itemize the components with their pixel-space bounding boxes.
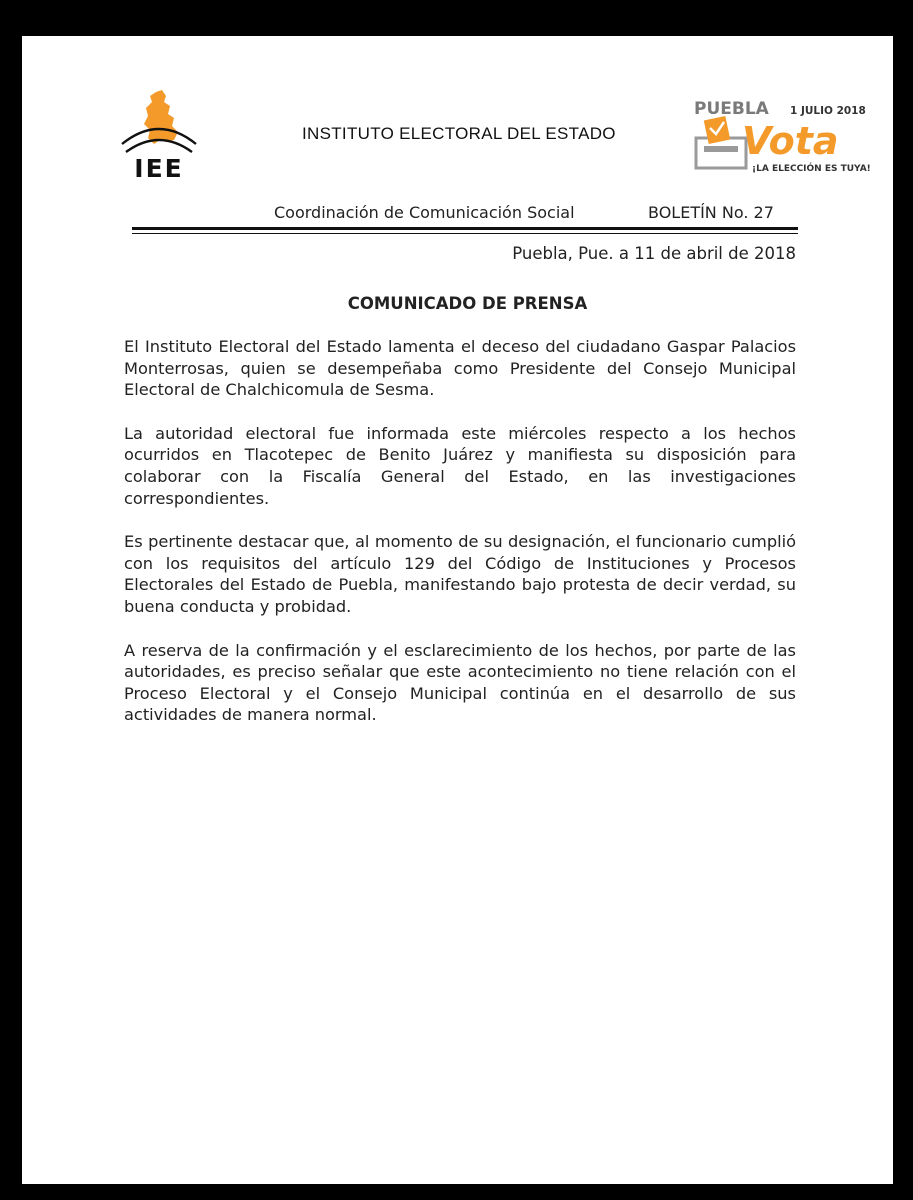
paragraph-1: El Instituto Electoral del Estado lamenta el deceso del ciudadano Gaspar Palacios Monterrosas, quien se desempeñaba como Presidente del Consejo Municipal Electoral de Chalchicomula de Sesma. bbox=[124, 337, 796, 400]
paragraph-2: La autoridad electoral fue informada este miércoles respecto a los hechos ocurridos en Tlacotepec de Benito Juárez y manifiesta su disposición para colaborar con la Fiscalía General del Estado, en las investigaciones correspondientes. bbox=[124, 423, 796, 508]
dateline: Puebla, Pue. a 11 de abril de 2018 bbox=[512, 244, 796, 263]
coordination-label: Coordinación de Comunicación Social bbox=[274, 203, 575, 222]
header-rule-thick bbox=[132, 227, 798, 230]
svg-text:PUEBLA: PUEBLA bbox=[694, 99, 769, 119]
bulletin-number: BOLETÍN No. 27 bbox=[648, 203, 774, 222]
paragraph-4: A reserva de la confirmación y el esclarecimiento de los hechos, por parte de las autoridades, es preciso señalar que este acontecimiento no tiene relación con el Proceso Electoral y el Consejo Municipal continúa en el desarrollo de sus actividades de manera normal. bbox=[124, 640, 796, 725]
svg-text:IEE: IEE bbox=[134, 154, 184, 183]
iee-logo-icon bbox=[116, 88, 202, 183]
document-page bbox=[22, 36, 893, 1184]
svg-text:¡LA ELECCIÓN ES TUYA!: ¡LA ELECCIÓN ES TUYA! bbox=[752, 164, 871, 174]
institute-title: INSTITUTO ELECTORAL DEL ESTADO bbox=[302, 124, 616, 143]
header-rule-thin bbox=[132, 233, 798, 234]
svg-text:1 JULIO 2018: 1 JULIO 2018 bbox=[790, 105, 866, 117]
document-title: COMUNICADO DE PRENSA bbox=[347, 294, 588, 313]
document-body bbox=[124, 336, 796, 748]
puebla-vota-logo-icon bbox=[690, 96, 871, 176]
svg-text:Vota: Vota bbox=[742, 119, 839, 163]
paragraph-3: Es pertinente destacar que, al momento de su designación, el funcionario cumplió con los requisitos del artículo 129 del Código de Instituciones y Procesos Electorales del Estado de Puebla, manifestando bajo protesta de decir verdad, su buena conducta y probidad. bbox=[124, 532, 796, 616]
